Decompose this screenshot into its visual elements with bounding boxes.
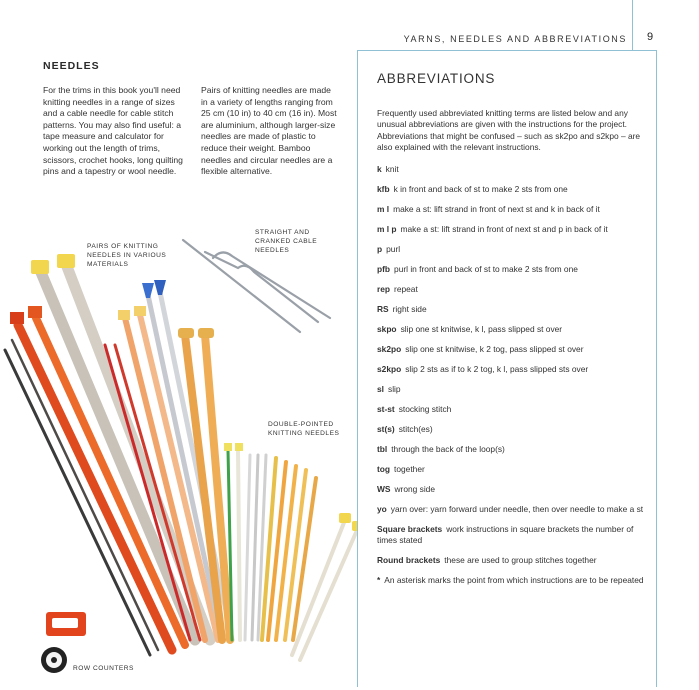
abbreviation-definition: yarn over: yarn forward under needle, then over needle to make a st [390, 503, 644, 514]
abbreviation-definition: work instructions in square brackets the number of times stated [377, 523, 634, 546]
abbreviation-term: RS [377, 303, 389, 314]
abbreviation-term: m l [377, 203, 390, 214]
abbreviation-item [377, 304, 646, 315]
abbreviation-item [377, 224, 646, 235]
abbreviation-definition: these are used to group stitches together [444, 555, 597, 566]
abbreviation-definition: slip [388, 383, 401, 394]
abbreviation-item [377, 264, 646, 275]
abbreviation-item [377, 164, 646, 175]
abbreviation-term: kfb [377, 183, 390, 194]
needles-paragraph-1: For the trims in this book you'll need knitting needles in a range of sizes and a cable needle for cable stitch patterns. You may also find useful: a tape measure and calculator for working out the length of trims, scissors, crochet hooks, long quilting pins and a tapestry or wool needle. [43, 85, 183, 177]
abbreviation-definition: make a st: lift strand in front of next st and k in back of it [393, 203, 600, 214]
abbreviation-item [377, 484, 646, 495]
abbreviation-term: m l p [377, 223, 397, 234]
dpn-image [224, 443, 360, 660]
abbreviation-item [377, 524, 646, 547]
abbreviations-box [357, 50, 657, 687]
abbreviation-item [377, 244, 646, 255]
abbreviation-term: st(s) [377, 423, 395, 434]
abbreviation-definition: stocking stitch [398, 403, 452, 414]
abbreviation-item [377, 504, 646, 515]
abbreviation-term: sl [377, 383, 384, 394]
abbreviation-item [377, 404, 646, 415]
abbreviation-definition: slip one st knitwise, k l, pass slipped st over [400, 323, 563, 334]
abbreviation-definition: make a st: lift strand in front of next st and p in back of it [400, 223, 608, 234]
abbreviation-definition: wrong side [394, 483, 436, 494]
abbreviation-definition: together [394, 463, 425, 474]
abbreviation-item [377, 424, 646, 435]
abbreviation-definition: purl in front and back of st to make 2 sts from one [394, 263, 578, 274]
abbreviation-term: tog [377, 463, 391, 474]
abbreviation-term: k [377, 163, 382, 174]
abbreviation-definition: purl [386, 243, 401, 254]
abbreviation-definition: repeat [394, 283, 418, 294]
abbreviation-term: s2kpo [377, 363, 402, 374]
running-header: YARNS, NEEDLES AND ABBREVIATIONS [403, 34, 627, 44]
caption-cable: STRAIGHT AND CRANKED CABLE NEEDLES [255, 229, 318, 254]
abbreviation-definition: knit [385, 163, 399, 174]
abbreviation-item [377, 184, 646, 195]
abbreviation-item [377, 555, 646, 566]
abbreviation-definition: k in front and back of st to make 2 sts from one [393, 183, 568, 194]
abbreviation-term: sk2po [377, 343, 402, 354]
abbreviation-term: rep [377, 283, 391, 294]
abbreviation-item [377, 575, 646, 586]
abbreviation-term: p [377, 243, 383, 254]
abbreviation-item [377, 284, 646, 295]
page-number: 9 [647, 31, 654, 43]
abbreviation-term: Round brackets [377, 555, 441, 566]
abbreviation-definition: An asterisk marks the point from which instructions are to be repeated [384, 575, 644, 586]
abbreviation-item [377, 444, 646, 455]
abbreviation-item [377, 464, 646, 475]
abbreviation-definition: through the back of the loop(s) [391, 443, 505, 454]
abbreviation-term: yo [377, 503, 387, 514]
needles-heading: NEEDLES [43, 60, 100, 72]
abbreviation-term: skpo [377, 323, 397, 334]
abbreviation-term: * [377, 575, 381, 586]
abbreviation-term: Square brackets [377, 523, 443, 534]
abbreviation-definition: right side [392, 303, 427, 314]
caption-dpn: DOUBLE-POINTED KNITTING NEEDLES [268, 421, 340, 437]
needles-paragraph-2: Pairs of knitting needles are made in a variety of lengths ranging from 25 cm (10 in) to 40 cm (16 in). Most are aluminium, although larger-size needles are made of plastic to reduce their weight. Bamboo needles and circular needles are a flexible alternative. [201, 85, 337, 177]
abbreviation-definition: stitch(es) [398, 423, 433, 434]
abbreviation-item [377, 324, 646, 335]
abbreviation-term: pfb [377, 263, 391, 274]
caption-row-counters: ROW COUNTERS [73, 665, 134, 672]
caption-pairs: PAIRS OF KNITTING NEEDLES IN VARIOUS MATERIALS [87, 243, 167, 268]
abbreviation-definition: slip one st knitwise, k 2 tog, pass slipped st over [405, 343, 584, 354]
abbreviation-term: WS [377, 483, 391, 494]
header-divider [632, 0, 633, 50]
abbreviation-item [377, 364, 646, 375]
abbreviation-term: tbl [377, 443, 388, 454]
abbreviations-heading: ABBREVIATIONS [377, 71, 496, 86]
abbreviation-item [377, 204, 646, 215]
abbreviations-list [377, 164, 646, 587]
abbreviation-term: st-st [377, 403, 395, 414]
abbreviation-item [377, 344, 646, 355]
abbreviations-intro: Frequently used abbreviated knitting terms are listed below and any unusual abbreviations are given with the instructions for the project. Abbreviations that might be confused – such as sk2po and s2kpo – are also explained with the relevant instructions. [377, 108, 641, 153]
abbreviation-definition: slip 2 sts as if to k 2 tog, k l, pass slipped sts over [405, 363, 589, 374]
abbreviation-item [377, 384, 646, 395]
